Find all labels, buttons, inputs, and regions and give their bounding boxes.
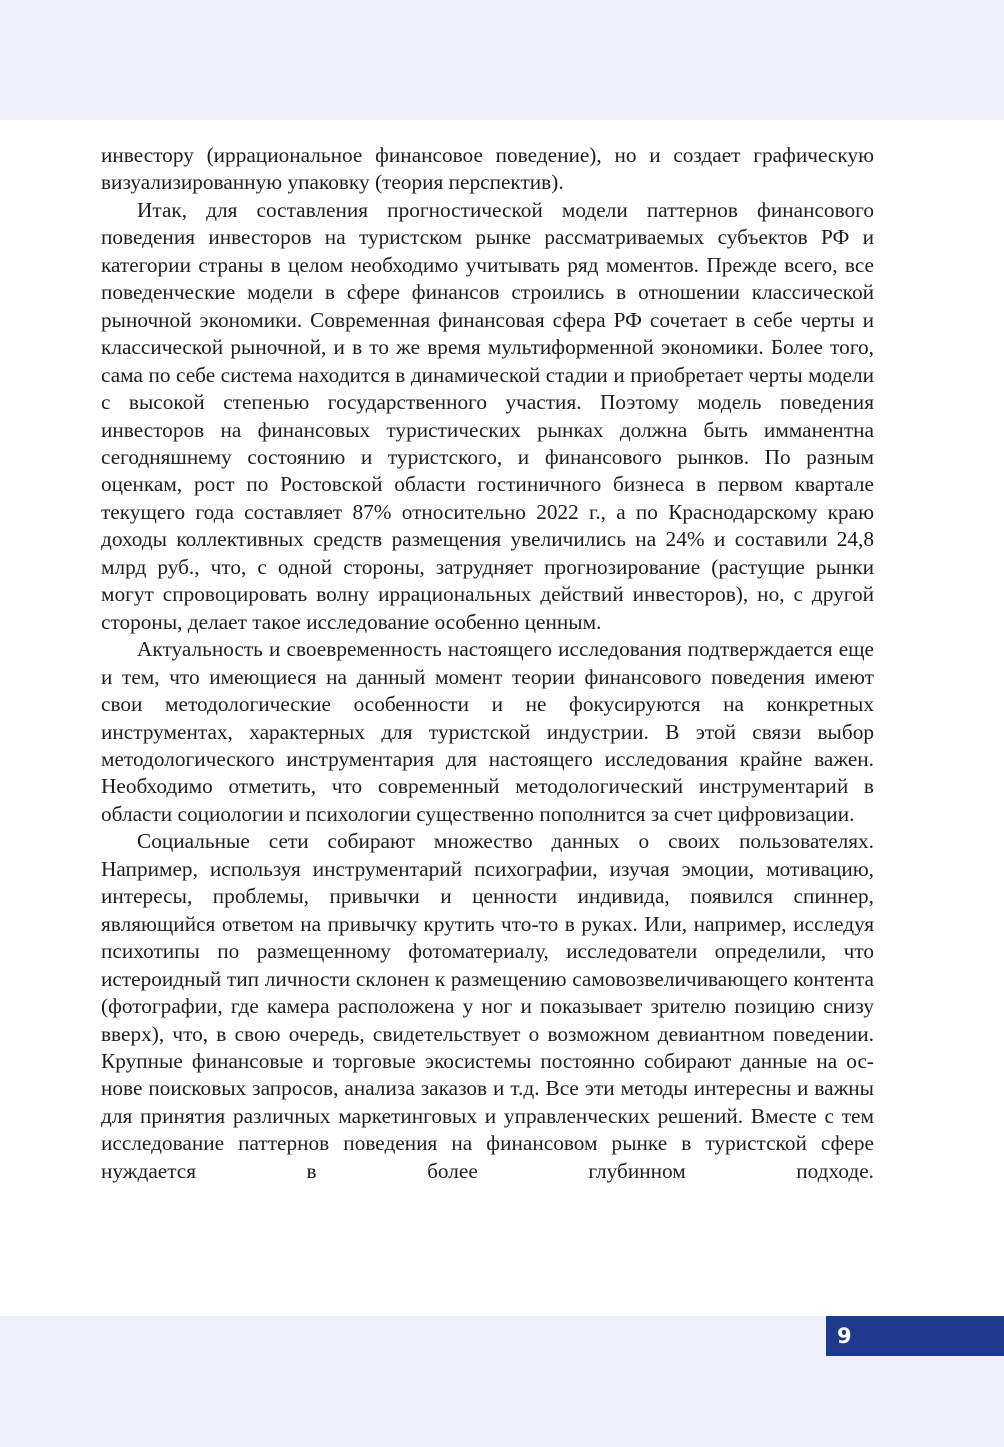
paragraph-continuation: инвестору (иррациональное финансовое поведение), но и создает графическую визуализированную упаковку (теория перспектив). [101,143,874,195]
paragraph-forecast-model: Итак, для составления прогностической модели паттернов финансового поведения инвесторов на туристском рынке рассматриваемых субъектов РФ и категории страны в целом необходимо учитывать ряд моментов. Прежде всего, все поведенческие модели в сфере финансов строились в отношении классической рыночной экономики. Современная финансовая сфера РФ сочетает в себе черты и классической рыночной, и в то же время мультиформенной экономики. Более того, сама по себе система находится в динамической стадии и приобретает черты модели с высокой степенью государственного участия. Поэтому модель поведения инвесторов на финансовых туристических рынках должна быть имманентна сегодняшнему состоянию и туристского, и финансового рынков. По разным оценкам, рост по Ростовской области гостиничного бизнеса в первом квартале текущего года составляет 87% относительно 2022 г., а по Краснодарскому краю доходы коллективных средств размещения увеличились на 24% и составили 24,8 млрд руб., что, с одной стороны, затрудняет прогнозирование (растущие рынки могут спровоцировать волну иррациональных действий инвесторов), но, с другой стороны, делает такое исследование особенно ценным. [101,197,874,634]
article-text [101,142,874,1185]
page-number: 9 [826,1316,1004,1356]
paragraph-social-networks: Социальные сети собирают множество данных о своих пользователях. Например, используя инструментарий психографии, изучая эмоции, мотивацию, интересы, проблемы, привычки и ценности индивида, появился спиннер, являющийся ответом на привычку крутить что-то в руках. Или, например, исследуя психотипы по размещенному фотоматериалу, исследователи определили, что истероидный тип личности склонен к размещению самовозвеличивающего контента (фотографии, где камера расположена у ног и показывает зрителю позицию снизу вверх), что, в свою очередь, свидетельствует о возможном девиантном поведении. Крупные финансовые и торговые экосистемы постоянно собирают данные на основе поисковых запросов, анализа заказов и т.д. Все эти методы интересны и важны для принятия различных маркетинговых и управленческих решений. Вместе с тем исследование паттернов поведения на финансовом рынке в туристской сфере нуждается в более глубинном подходе. [101,829,874,1183]
paragraph-relevance: Актуальность и своевременность настоящего исследования подтверждается еще и тем, что имеющиеся на данный момент теории финансового поведения имеют свои методологические особенности и не фокусируются на конкретных инструментах, характерных для туристской индустрии. В этой связи выбор методологического инструментария для настоящего исследования крайне важен. Необходимо отметить, что современный методологический инструментарий в области социологии и психологии существенно пополнится за счет цифровизации. [101,637,874,826]
top-margin-band [0,0,1004,120]
